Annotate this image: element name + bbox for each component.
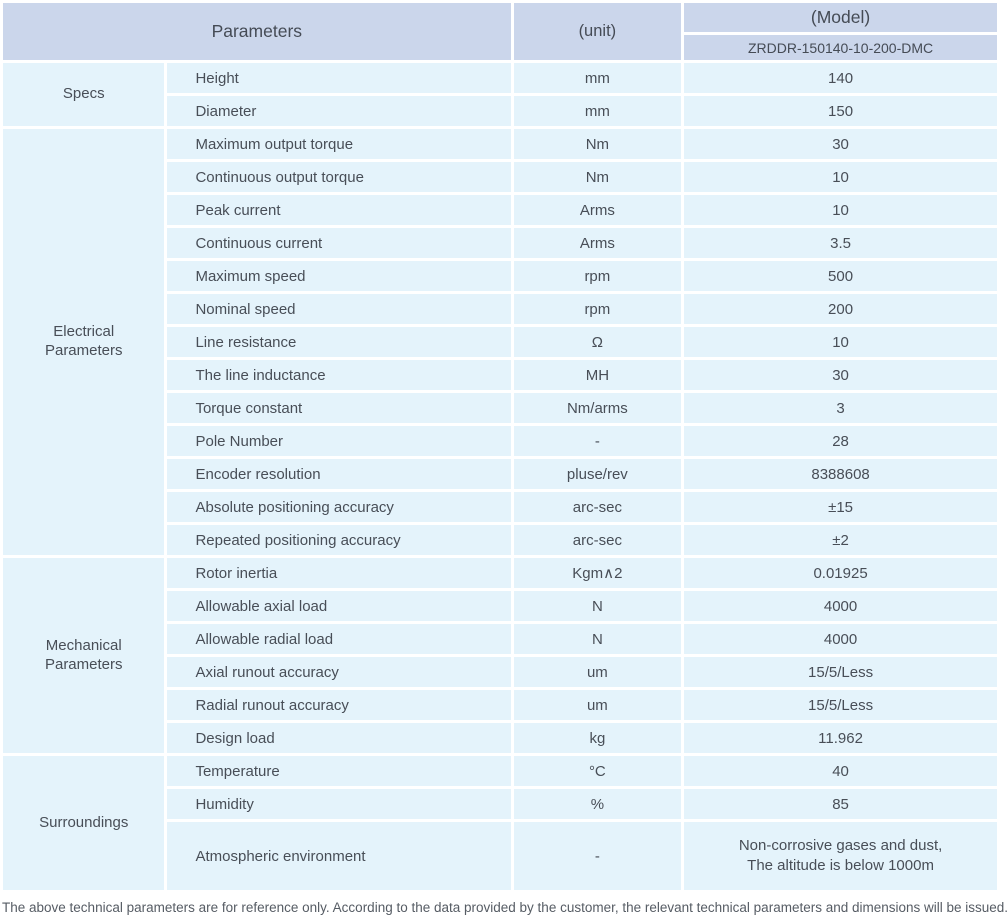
param-cell: Continuous current xyxy=(167,228,510,258)
param-cell: Radial runout accuracy xyxy=(167,690,510,720)
unit-cell: Arms xyxy=(514,195,682,225)
value-cell: 85 xyxy=(684,789,997,819)
param-cell: Repeated positioning accuracy xyxy=(167,525,510,555)
value-cell: 140 xyxy=(684,63,997,93)
value-cell: 40 xyxy=(684,756,997,786)
value-cell: 200 xyxy=(684,294,997,324)
value-cell: ±2 xyxy=(684,525,997,555)
value-cell: ±15 xyxy=(684,492,997,522)
param-cell: The line inductance xyxy=(167,360,510,390)
unit-cell: - xyxy=(514,426,682,456)
unit-cell: rpm xyxy=(514,261,682,291)
param-cell: Atmospheric environment xyxy=(167,822,510,890)
table-row xyxy=(3,756,997,786)
param-cell: Torque constant xyxy=(167,393,510,423)
param-cell: Design load xyxy=(167,723,510,753)
model-header: (Model) xyxy=(684,3,997,32)
param-cell: Allowable radial load xyxy=(167,624,510,654)
unit-cell: Arms xyxy=(514,228,682,258)
unit-cell: mm xyxy=(514,96,682,126)
unit-cell: N xyxy=(514,591,682,621)
param-cell: Nominal speed xyxy=(167,294,510,324)
header-row xyxy=(3,3,997,32)
value-cell: 15/5/Less xyxy=(684,690,997,720)
value-cell: 30 xyxy=(684,360,997,390)
section-label: Mechanical Parameters xyxy=(44,636,123,673)
section-cell-specs xyxy=(3,63,164,126)
value-line-2: The altitude is below 1000m xyxy=(747,857,934,874)
footer-note: The above technical parameters are for reference only. According to the data provided by the customer, the relevant technical parameters and dimensions will be issued. xyxy=(2,900,1008,915)
param-cell: Humidity xyxy=(167,789,510,819)
value-cell: 10 xyxy=(684,327,997,357)
unit-cell: um xyxy=(514,657,682,687)
unit-cell: Nm xyxy=(514,129,682,159)
param-cell: Maximum output torque xyxy=(167,129,510,159)
unit-cell: kg xyxy=(514,723,682,753)
value-cell: 3.5 xyxy=(684,228,997,258)
value-cell: 11.962 xyxy=(684,723,997,753)
value-cell: 10 xyxy=(684,195,997,225)
param-cell: Rotor inertia xyxy=(167,558,510,588)
value-cell xyxy=(684,822,997,890)
unit-cell: Nm xyxy=(514,162,682,192)
param-cell: Peak current xyxy=(167,195,510,225)
value-cell: 500 xyxy=(684,261,997,291)
unit-cell: um xyxy=(514,690,682,720)
unit-cell: arc-sec xyxy=(514,525,682,555)
section-cell-mechanical xyxy=(3,558,164,753)
section-label: Electrical Parameters xyxy=(44,323,123,359)
value-cell: 28 xyxy=(684,426,997,456)
section-cell-surroundings xyxy=(3,756,164,890)
param-cell: Encoder resolution xyxy=(167,459,510,489)
unit-cell: % xyxy=(514,789,682,819)
param-cell: Line resistance xyxy=(167,327,510,357)
unit-cell: Nm/arms xyxy=(514,393,682,423)
unit-cell: N xyxy=(514,624,682,654)
section-cell-electrical xyxy=(3,129,164,555)
value-cell: 10 xyxy=(684,162,997,192)
value-cell: 15/5/Less xyxy=(684,657,997,687)
param-cell: Diameter xyxy=(167,96,510,126)
param-cell: Absolute positioning accuracy xyxy=(167,492,510,522)
value-cell: 30 xyxy=(684,129,997,159)
value-cell: 150 xyxy=(684,96,997,126)
param-cell: Axial runout accuracy xyxy=(167,657,510,687)
param-cell: Height xyxy=(167,63,510,93)
param-cell: Maximum speed xyxy=(167,261,510,291)
model-number: ZRDDR-150140-10-200-DMC xyxy=(684,35,997,60)
table-row xyxy=(3,63,997,93)
unit-header: (unit) xyxy=(514,3,682,60)
value-line-1: Non-corrosive gases and dust, xyxy=(738,836,943,854)
unit-cell: - xyxy=(514,822,682,890)
section-label: Specs xyxy=(62,85,105,103)
unit-cell: Kgm∧2 xyxy=(514,558,682,588)
param-cell: Allowable axial load xyxy=(167,591,510,621)
section-label: Surroundings xyxy=(39,813,129,831)
unit-cell: arc-sec xyxy=(514,492,682,522)
param-cell: Pole Number xyxy=(167,426,510,456)
unit-cell: MH xyxy=(514,360,682,390)
parameters-header: Parameters xyxy=(3,3,511,60)
table-row xyxy=(3,558,997,588)
unit-cell: °C xyxy=(514,756,682,786)
value-cell: 4000 xyxy=(684,591,997,621)
unit-cell: mm xyxy=(514,63,682,93)
unit-cell: pluse/rev xyxy=(514,459,682,489)
value-cell: 8388608 xyxy=(684,459,997,489)
value-cell: 3 xyxy=(684,393,997,423)
unit-cell: Ω xyxy=(514,327,682,357)
param-cell: Continuous output torque xyxy=(167,162,510,192)
value-cell: 4000 xyxy=(684,624,997,654)
param-cell: Temperature xyxy=(167,756,510,786)
unit-cell: rpm xyxy=(514,294,682,324)
table-row xyxy=(3,129,997,159)
value-cell: 0.01925 xyxy=(684,558,997,588)
